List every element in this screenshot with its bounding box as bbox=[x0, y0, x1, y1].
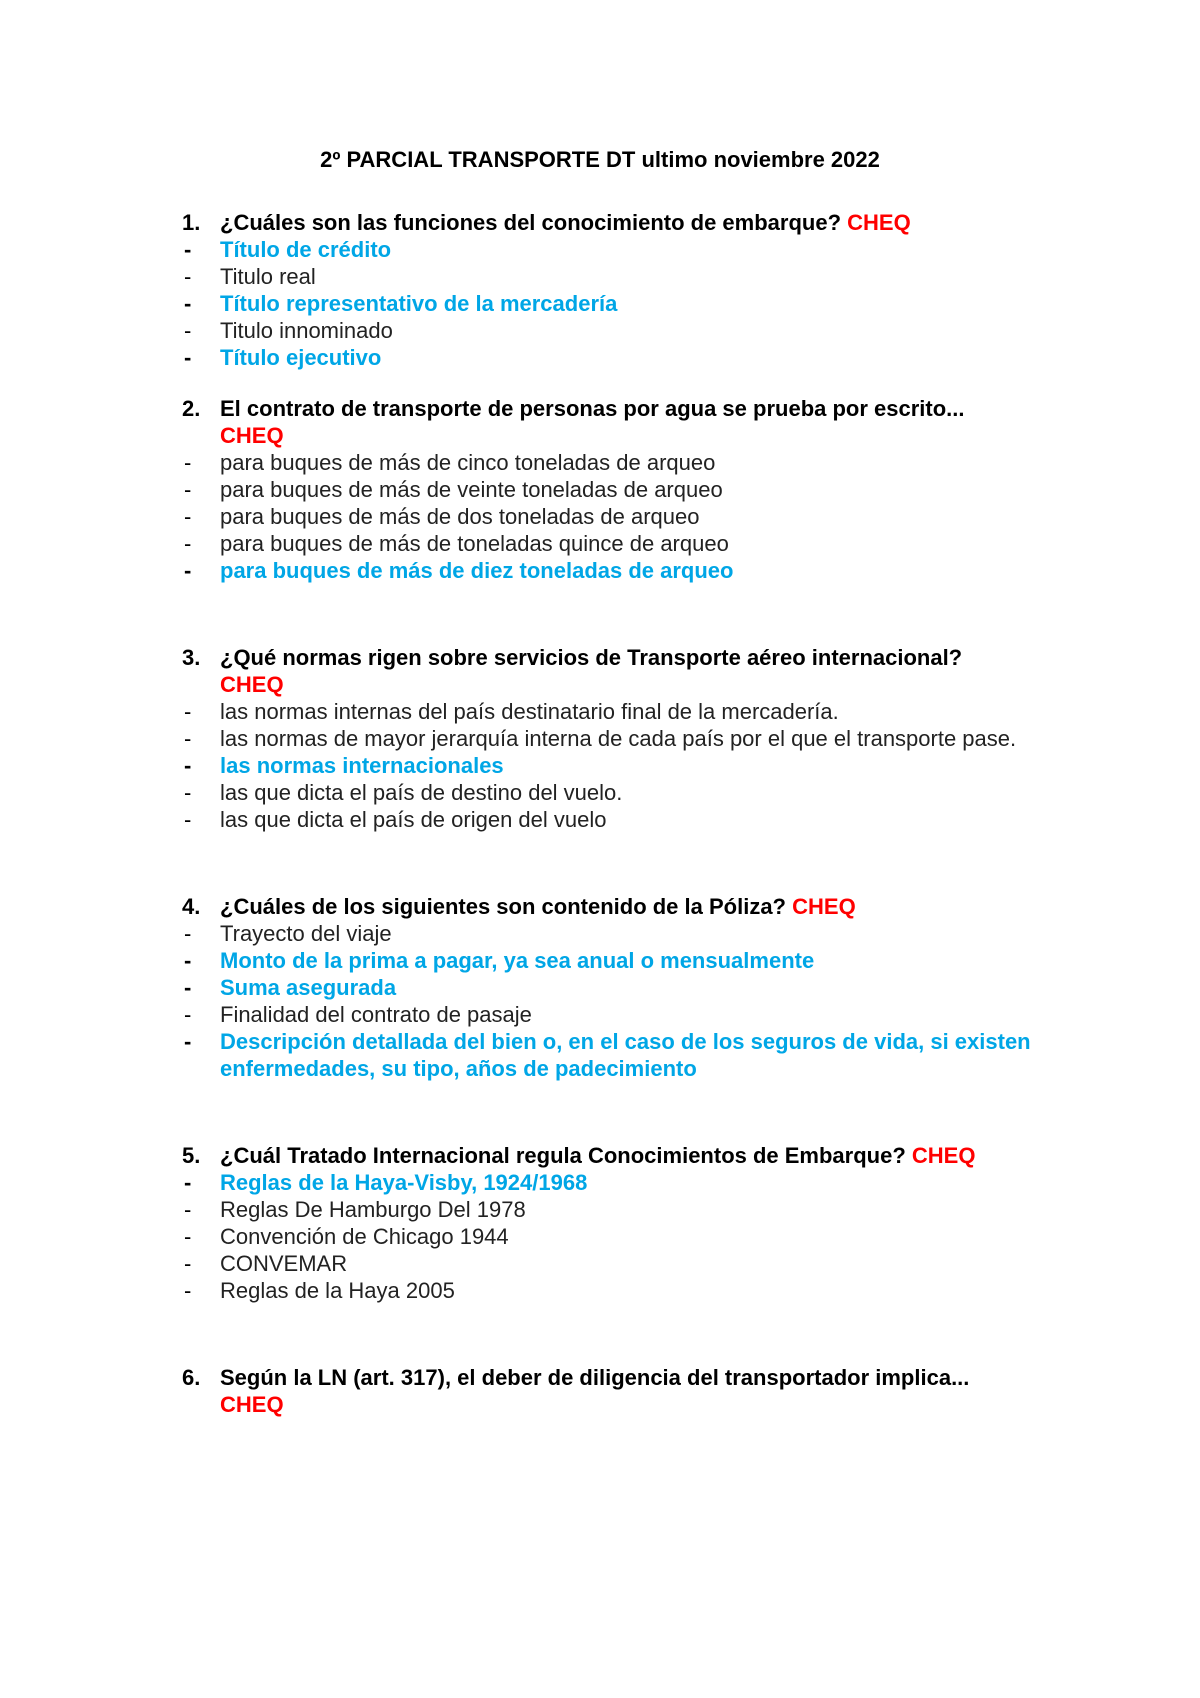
answer-text: Reglas de la Haya 2005 bbox=[220, 1278, 455, 1303]
dash-bullet: - bbox=[184, 450, 192, 475]
question-header bbox=[182, 893, 1100, 920]
question-header bbox=[182, 1364, 1100, 1418]
dash-bullet: - bbox=[184, 291, 192, 316]
answer-option bbox=[184, 263, 1100, 290]
question-header bbox=[182, 395, 1100, 449]
answer-option bbox=[184, 698, 1100, 725]
question-5 bbox=[100, 1142, 1100, 1304]
cheq-label: CHEQ bbox=[847, 210, 911, 235]
dash-bullet: - bbox=[184, 477, 192, 502]
document-title: 2º PARCIAL TRANSPORTE DT ultimo noviembre 2022 bbox=[320, 147, 880, 172]
answer-text: las normas internas del país destinatario final de la mercadería. bbox=[220, 699, 839, 724]
answer-text: Monto de la prima a pagar, ya sea anual o mensualmente bbox=[220, 948, 815, 973]
question-number: 5. bbox=[182, 1143, 201, 1168]
answer-option bbox=[184, 974, 1100, 1001]
question-text: ¿Qué normas rigen sobre servicios de Transporte aéreo internacional? bbox=[220, 645, 963, 670]
dash-bullet: - bbox=[184, 726, 192, 751]
question-4 bbox=[100, 893, 1100, 1082]
cheq-label: CHEQ bbox=[220, 672, 284, 697]
answer-list bbox=[184, 698, 1100, 833]
question-text: El contrato de transporte de personas por agua se prueba por escrito... bbox=[220, 396, 965, 421]
question-number: 2. bbox=[182, 396, 201, 421]
answer-option bbox=[184, 806, 1100, 833]
answer-text: Reglas De Hamburgo Del 1978 bbox=[220, 1197, 526, 1222]
answer-list bbox=[184, 449, 1100, 584]
dash-bullet: - bbox=[184, 504, 192, 529]
dash-bullet: - bbox=[184, 318, 192, 343]
answer-list bbox=[184, 1169, 1100, 1304]
answer-option bbox=[184, 920, 1100, 947]
answer-option bbox=[184, 1196, 1100, 1223]
question-number: 6. bbox=[182, 1365, 201, 1390]
question-number: 4. bbox=[182, 894, 201, 919]
answer-text: las que dicta el país de origen del vuelo bbox=[220, 807, 607, 832]
answer-option bbox=[184, 317, 1100, 344]
answer-option bbox=[184, 557, 1100, 584]
answer-text: para buques de más de veinte toneladas de arqueo bbox=[220, 477, 723, 502]
answer-option bbox=[184, 1223, 1100, 1250]
dash-bullet: - bbox=[184, 264, 192, 289]
answer-text: CONVEMAR bbox=[220, 1251, 348, 1276]
answer-option bbox=[184, 1277, 1100, 1304]
answer-text: las normas de mayor jerarquía interna de cada país por el que el transporte pase. bbox=[220, 726, 1017, 751]
question-text: ¿Cuáles son las funciones del conocimiento de embarque? bbox=[220, 210, 842, 235]
answer-option bbox=[184, 449, 1100, 476]
answer-option bbox=[184, 1169, 1100, 1196]
question-header bbox=[182, 1142, 1100, 1169]
dash-bullet: - bbox=[184, 699, 192, 724]
answer-option bbox=[184, 503, 1100, 530]
dash-bullet: - bbox=[184, 753, 192, 778]
answer-option bbox=[184, 725, 1100, 752]
answer-text: Título ejecutivo bbox=[220, 345, 382, 370]
dash-bullet: - bbox=[184, 531, 192, 556]
answer-option bbox=[184, 1028, 1100, 1082]
question-1 bbox=[100, 209, 1100, 371]
answer-text: para buques de más de cinco toneladas de arqueo bbox=[220, 450, 716, 475]
dash-bullet: - bbox=[184, 1224, 192, 1249]
answer-option bbox=[184, 779, 1100, 806]
answer-option bbox=[184, 752, 1100, 779]
answer-text: Trayecto del viaje bbox=[220, 921, 392, 946]
question-6 bbox=[100, 1364, 1100, 1418]
answer-text: Titulo real bbox=[220, 264, 316, 289]
dash-bullet: - bbox=[184, 558, 192, 583]
answer-text: para buques de más de toneladas quince de arqueo bbox=[220, 531, 729, 556]
answer-option bbox=[184, 476, 1100, 503]
answer-text: Título de crédito bbox=[220, 237, 392, 262]
answer-text: para buques de más de dos toneladas de arqueo bbox=[220, 504, 700, 529]
answer-option bbox=[184, 344, 1100, 371]
cheq-label: CHEQ bbox=[220, 423, 284, 448]
answer-option bbox=[184, 290, 1100, 317]
answer-option bbox=[184, 530, 1100, 557]
dash-bullet: - bbox=[184, 975, 192, 1000]
question-text: ¿Cuáles de los siguientes son contenido de la Póliza? bbox=[220, 894, 786, 919]
answer-option bbox=[184, 1001, 1100, 1028]
question-text: ¿Cuál Tratado Internacional regula Conocimientos de Embarque? bbox=[220, 1143, 906, 1168]
answer-text: Reglas de la Haya-Visby, 1924/1968 bbox=[220, 1170, 588, 1195]
answer-text: Finalidad del contrato de pasaje bbox=[220, 1002, 532, 1027]
dash-bullet: - bbox=[184, 1029, 192, 1054]
question-text: Según la LN (art. 317), el deber de diligencia del transportador implica... bbox=[220, 1365, 970, 1390]
question-2 bbox=[100, 395, 1100, 584]
cheq-label: CHEQ bbox=[911, 1143, 976, 1168]
dash-bullet: - bbox=[184, 948, 192, 973]
answer-option bbox=[184, 947, 1100, 974]
answer-list bbox=[184, 236, 1100, 371]
answer-text: Titulo innominado bbox=[220, 318, 393, 343]
dash-bullet: - bbox=[184, 345, 192, 370]
answer-text: Suma asegurada bbox=[220, 975, 397, 1000]
dash-bullet: - bbox=[184, 1170, 192, 1195]
dash-bullet: - bbox=[184, 807, 192, 832]
answer-text: Título representativo de la mercadería bbox=[220, 291, 618, 316]
answer-text: las normas internacionales bbox=[220, 753, 504, 778]
answer-text: Convención de Chicago 1944 bbox=[220, 1224, 509, 1249]
cheq-label: CHEQ bbox=[220, 1392, 284, 1417]
question-number: 1. bbox=[182, 210, 201, 235]
answer-option bbox=[184, 236, 1100, 263]
answer-text: para buques de más de diez toneladas de arqueo bbox=[220, 558, 734, 583]
dash-bullet: - bbox=[184, 237, 192, 262]
question-header bbox=[182, 209, 1100, 236]
dash-bullet: - bbox=[184, 1251, 192, 1276]
answer-text: las que dicta el país de destino del vuelo. bbox=[220, 780, 623, 805]
question-header bbox=[182, 644, 1100, 698]
answer-list bbox=[184, 920, 1100, 1082]
dash-bullet: - bbox=[184, 780, 192, 805]
question-3 bbox=[100, 644, 1100, 833]
answer-text: Descripción detallada del bien o, en el caso de los seguros de vida, si existen enfermedades, su tipo, años de padecimiento bbox=[220, 1029, 1031, 1081]
dash-bullet: - bbox=[184, 1278, 192, 1303]
question-number: 3. bbox=[182, 645, 201, 670]
dash-bullet: - bbox=[184, 1002, 192, 1027]
dash-bullet: - bbox=[184, 1197, 192, 1222]
dash-bullet: - bbox=[184, 921, 192, 946]
answer-option bbox=[184, 1250, 1100, 1277]
cheq-label: CHEQ bbox=[792, 894, 856, 919]
